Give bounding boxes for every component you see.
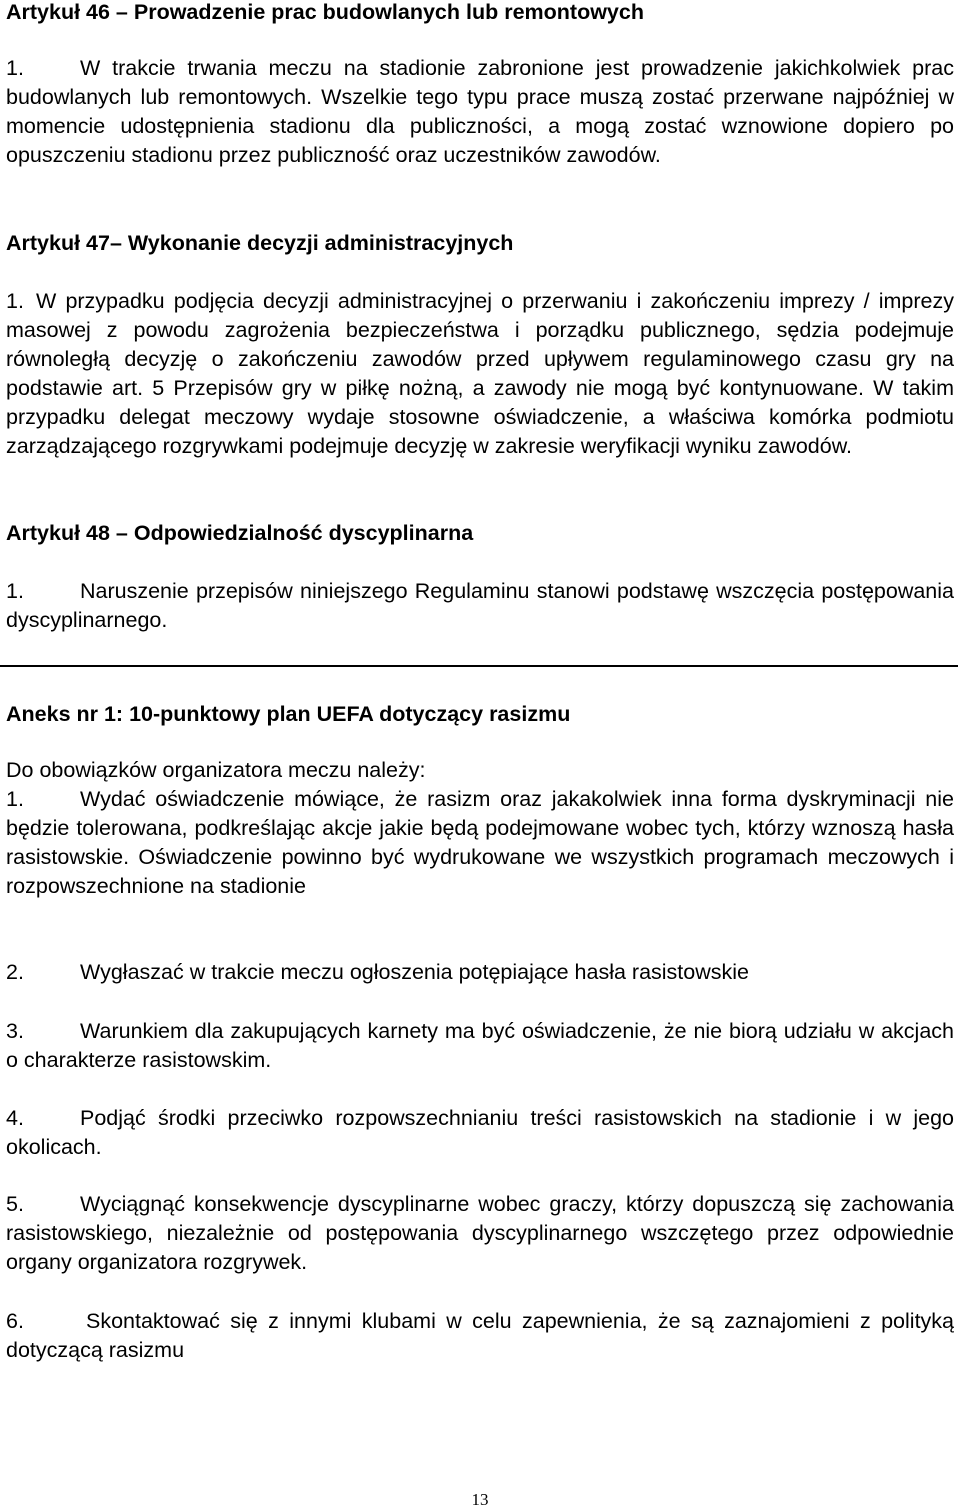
page-number: 13 — [471, 1490, 489, 1509]
item-number: 2. — [6, 960, 24, 984]
annex-item-1 — [6, 785, 954, 901]
item-text: Wyciągnąć konsekwencje dyscyplinarne wobec graczy, którzy dopuszczą się zachowania rasistowskiego, niezależnie od postępowania dyscyplinarnego wszczętego przez odpowiednie organy organizatora rozgrywek. — [6, 1192, 954, 1274]
item-text: Skontaktować się z innymi klubami w celu zapewnienia, że są zaznajomieni z polityką dotyczącą rasizmu — [6, 1309, 954, 1362]
item-number: 3. — [6, 1019, 24, 1043]
paragraph-text: Naruszenie przepisów niniejszego Regulaminu stanowi podstawę wszczęcia postępowania dyscyplinarnego. — [6, 579, 954, 632]
item-number: 5. — [6, 1192, 24, 1216]
item-number: 1. — [6, 787, 24, 811]
article-47-heading: Artykuł 47– Wykonanie decyzji administracyjnych — [6, 231, 514, 255]
section-divider — [0, 665, 958, 667]
article-47-paragraph-1 — [6, 287, 954, 461]
annex-item-4 — [6, 1104, 954, 1162]
paragraph-number: 1. — [6, 579, 24, 603]
paragraph-text: W trakcie trwania meczu na stadionie zabronione jest prowadzenie jakichkolwiek prac budowlanych lub remontowych. Wszelkie tego typu prace muszą zostać przerwane najpóźniej w momencie udostępnienia stadionu dla publiczności, a mogą zostać wznowione dopiero po opuszczeniu stadionu przez publiczność oraz uczestników zawodów. — [6, 56, 954, 167]
article-48-paragraph-1 — [6, 577, 954, 635]
annex-item-6 — [6, 1307, 954, 1365]
item-text: Podjąć środki przeciwko rozpowszechnianiu treści rasistowskich na stadionie i w jego okolicach. — [6, 1106, 954, 1159]
paragraph-text: W przypadku podjęcia decyzji administracyjnej o przerwaniu i zakończeniu imprezy / imprezy masowej z powodu zagrożenia bezpieczeństwa i porządku publicznego, sędzia podejmuje równoległą decyzję o zakończeniu zawodów przed upływem regulaminowego czasu gry na podstawie art. 5 Przepisów gry w piłkę nożną, a zawody nie mogą być kontynuowane. W takim przypadku delegat meczowy wydaje stosowne oświadczenie, a właściwa komórka podmiotu zarządzającego rozgrywkami podejmuje decyzję w zakresie weryfikacji wyniku zawodów. — [6, 289, 954, 458]
paragraph-number: 1. — [6, 289, 24, 313]
annex-item-5 — [6, 1190, 954, 1277]
item-text: Wygłaszać w trakcie meczu ogłoszenia potępiające hasła rasistowskie — [80, 960, 749, 984]
annex-intro: Do obowiązków organizatora meczu należy: — [6, 758, 426, 782]
annex-item-3 — [6, 1017, 954, 1075]
item-number: 4. — [6, 1106, 24, 1130]
article-46-heading: Artykuł 46 – Prowadzenie prac budowlanych lub remontowych — [6, 0, 644, 24]
article-48-heading: Artykuł 48 – Odpowiedzialność dyscyplinarna — [6, 521, 474, 545]
item-text: Warunkiem dla zakupujących karnety ma być oświadczenie, że nie biorą udziału w akcjach o charakterze rasistowskim. — [6, 1019, 954, 1072]
item-text: Wydać oświadczenie mówiące, że rasizm oraz jakakolwiek inna forma dyskryminacji nie będzie tolerowana, podkreślając akcje jakie będą podejmowane wobec tych, którzy wznoszą hasła rasistowskie. Oświadczenie powinno być wydrukowane we wszystkich programach meczowych i rozpowszechnione na stadionie — [6, 787, 954, 898]
article-46-paragraph-1 — [6, 54, 954, 170]
annex-item-2 — [6, 958, 954, 987]
paragraph-number: 1. — [6, 56, 24, 80]
item-number: 6. — [6, 1309, 24, 1333]
annex-heading: Aneks nr 1: 10-punktowy plan UEFA dotyczący rasizmu — [6, 702, 571, 726]
